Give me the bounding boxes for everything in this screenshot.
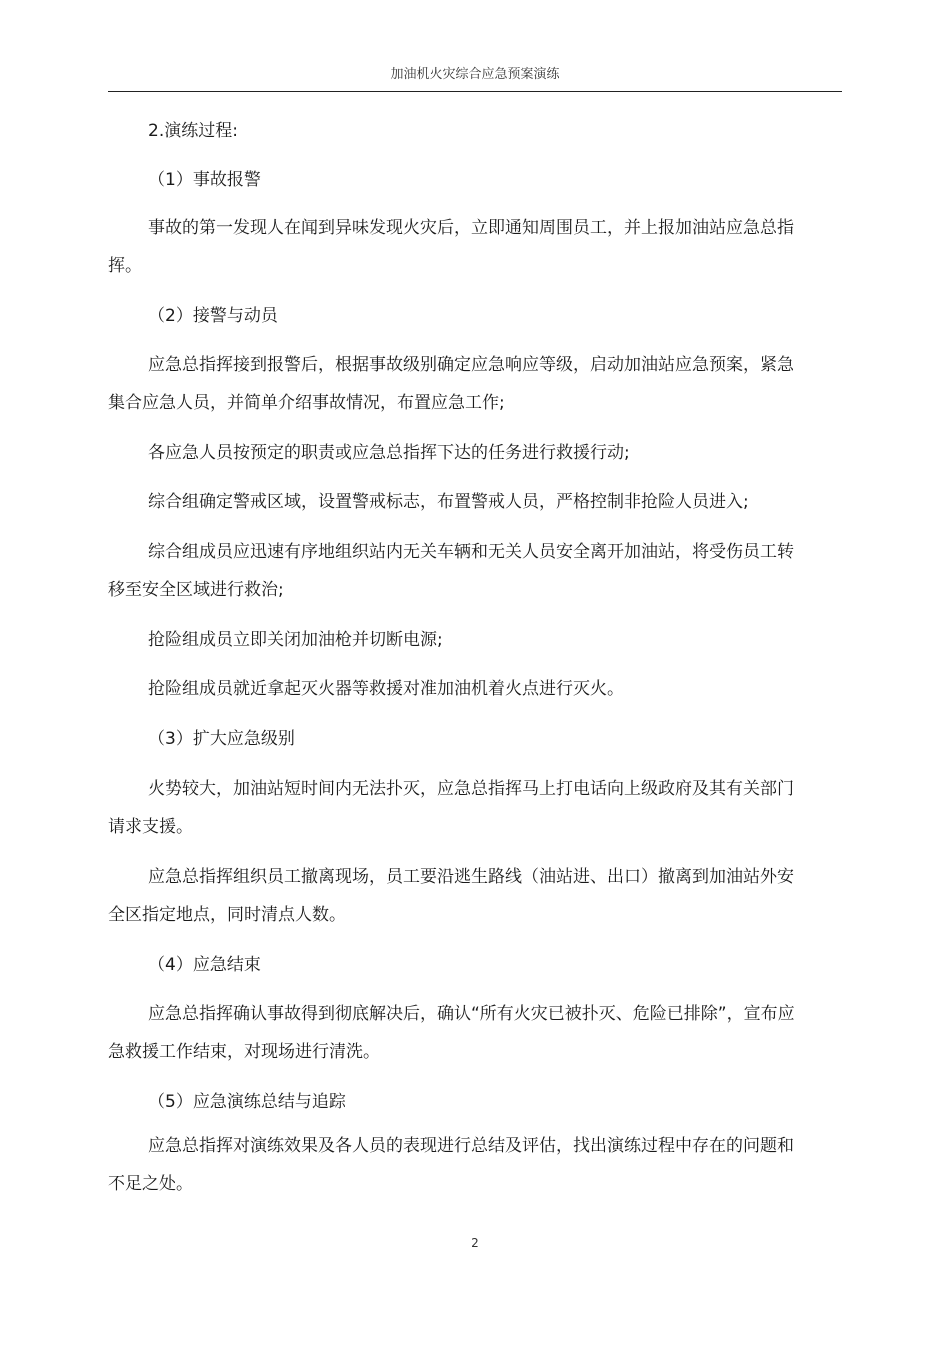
body-paragraph: 事故的第一发现人在闻到异味发现火灾后，立即通知周围员工，并上报加油站应急总指挥。 [108,218,794,276]
section-heading: 2.演练过程: [148,121,238,141]
body-paragraph: 应急总指挥确认事故得到彻底解决后，确认“所有火灾已被扑灭、危险已排除”，宣布应急救援工作结束，对现场进行清洗。 [108,1004,795,1062]
page-number: 2 [471,1236,479,1250]
body-paragraph: 抢险组成员立即关闭加油枪并切断电源; [148,630,443,650]
body-paragraph: 应急总指挥对演练效果及各人员的表现进行总结及评估，找出演练过程中存在的问题和不足之处。 [108,1136,794,1194]
subsection-heading: （3）扩大应急级别 [148,729,295,749]
subsection-heading: （4）应急结束 [148,955,261,975]
body-paragraph: 火势较大，加油站短时间内无法扑灭，应急总指挥马上打电话向上级政府及其有关部门请求支援。 [108,779,794,837]
body-paragraph: 抢险组成员就近拿起灭火器等救援对准加油机着火点进行灭火。 [148,679,624,699]
body-paragraph: 综合组确定警戒区域，设置警戒标志，布置警戒人员，严格控制非抢险人员进入; [148,492,749,512]
subsection-heading: （5）应急演练总结与追踪 [148,1092,346,1112]
header-divider [108,91,842,92]
body-paragraph: 应急总指挥组织员工撤离现场，员工要沿逃生路线（油站进、出口）撤离到加油站外安全区指定地点，同时清点人数。 [108,867,794,925]
subsection-heading: （1）事故报警 [148,170,261,190]
body-paragraph: 各应急人员按预定的职责或应急总指挥下达的任务进行救援行动; [148,443,630,463]
subsection-heading: （2）接警与动员 [148,306,278,326]
body-paragraph: 综合组成员应迅速有序地组织站内无关车辆和无关人员安全离开加油站，将受伤员工转移至安全区域进行救治; [108,542,794,600]
page-header-title: 加油机火灾综合应急预案演练 [390,67,560,82]
body-paragraph: 应急总指挥接到报警后，根据事故级别确定应急响应等级，启动加油站应急预案，紧急集合应急人员，并简单介绍事故情况，布置应急工作; [108,355,794,413]
